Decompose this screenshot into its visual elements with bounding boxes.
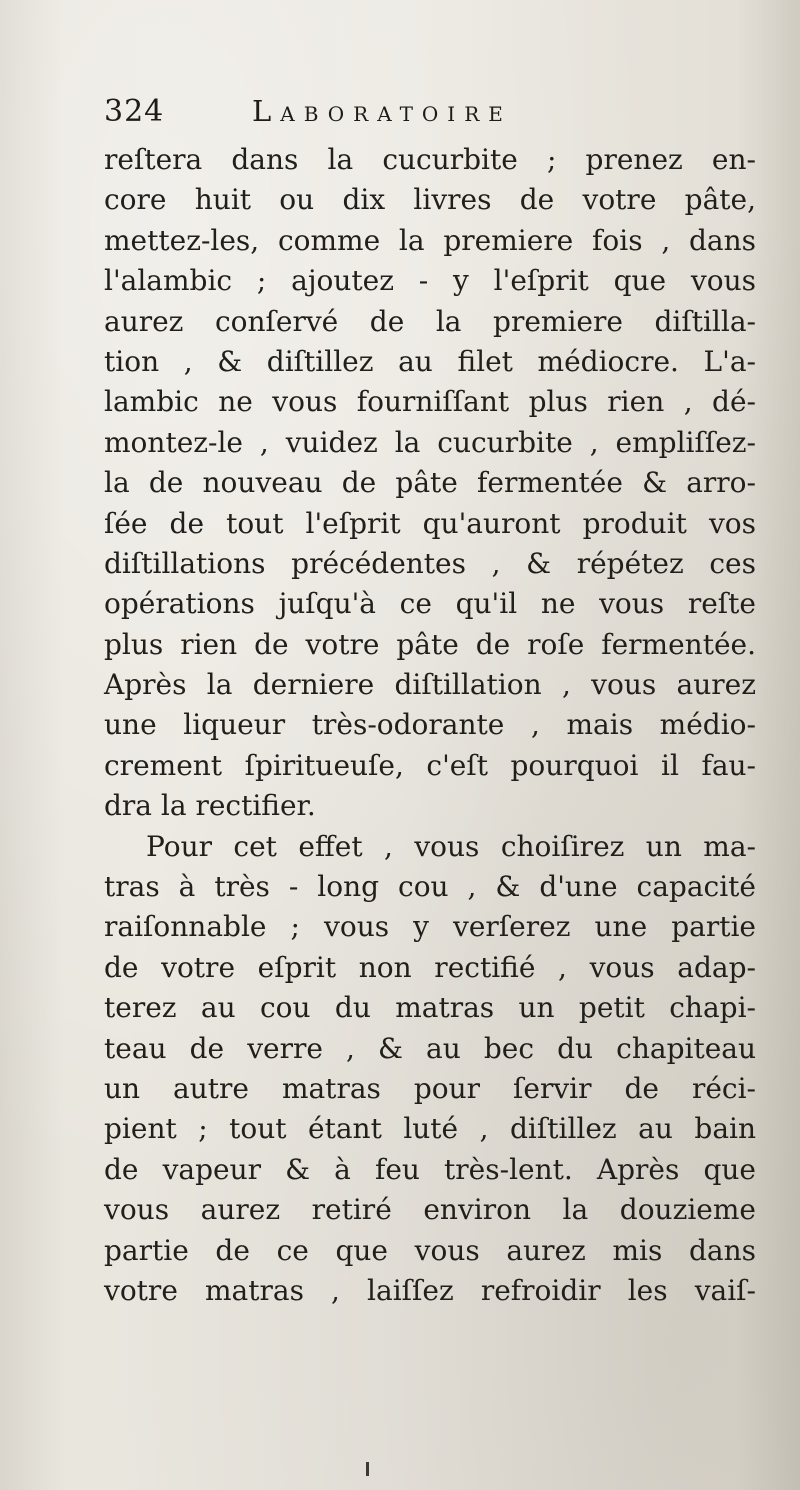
text-line: core huit ou dix livres de votre pâte,	[104, 183, 756, 217]
text-line: Pour cet effet , vous choiſirez un ma-	[146, 829, 756, 863]
text-line: aurez conſervé de la premiere diſtilla-	[104, 304, 756, 338]
text-line: pient ; tout étant luté , diſtillez au bain	[104, 1112, 756, 1146]
text-line: teau de verre , & au bec du chapiteau	[104, 1031, 756, 1065]
text-line: l'alambic ; ajoutez - y l'eſprit que vous	[104, 264, 756, 298]
text-line: crement ſpiritueuſe, c'eſt pourquoi il fau-	[104, 748, 756, 782]
signature-mark	[366, 1462, 369, 1476]
page-header	[104, 88, 724, 140]
running-head: Laboratoire	[252, 94, 512, 128]
text-line: partie de ce que vous aurez mis dans	[104, 1233, 756, 1267]
text-line: terez au cou du matras un petit chapi-	[104, 991, 756, 1025]
paragraph	[104, 827, 756, 1312]
text-line: de vapeur & à feu très-lent. Après que	[104, 1152, 756, 1186]
text-line: montez-le , vuidez la cucurbite , empliſſez-	[104, 425, 756, 459]
page-number: 324	[104, 94, 165, 129]
text-line: tras à très - long cou , & d'une capacité	[104, 870, 756, 904]
paragraph	[104, 140, 756, 827]
text-line: Après la derniere diſtillation , vous aurez	[104, 668, 756, 702]
text-line: reſtera dans la cucurbite ; prenez en-	[104, 143, 756, 176]
text-line: de votre eſprit non rectifié , vous adap-	[104, 950, 756, 984]
text-line: mettez-les, comme la premiere fois , dans	[104, 223, 756, 257]
text-line: tion , & diſtillez au filet médiocre. L'a-	[104, 344, 756, 378]
text-line: dra la rectifier.	[104, 789, 316, 823]
text-line: la de nouveau de pâte fermentée & arro-	[104, 466, 756, 500]
text-line: un autre matras pour ſervir de réci-	[104, 1071, 756, 1105]
text-line: opérations juſqu'à ce qu'il ne vous reſte	[104, 587, 756, 621]
text-line: votre matras , laiſſez refroidir les vaiſ-	[104, 1273, 756, 1307]
body-text	[104, 140, 756, 1311]
text-line: diſtillations précédentes , & répétez ces	[104, 546, 756, 580]
text-line: ſée de tout l'eſprit qu'auront produit vos	[104, 506, 756, 540]
text-line: raiſonnable ; vous y verſerez une partie	[104, 910, 756, 944]
text-line: plus rien de votre pâte de roſe fermentée.	[104, 627, 756, 661]
text-line: lambic ne vous fourniſſant plus rien , dé-	[104, 385, 756, 419]
text-line: une liqueur très-odorante , mais médio-	[104, 708, 756, 742]
text-line: vous aurez retiré environ la douzieme	[104, 1193, 756, 1227]
